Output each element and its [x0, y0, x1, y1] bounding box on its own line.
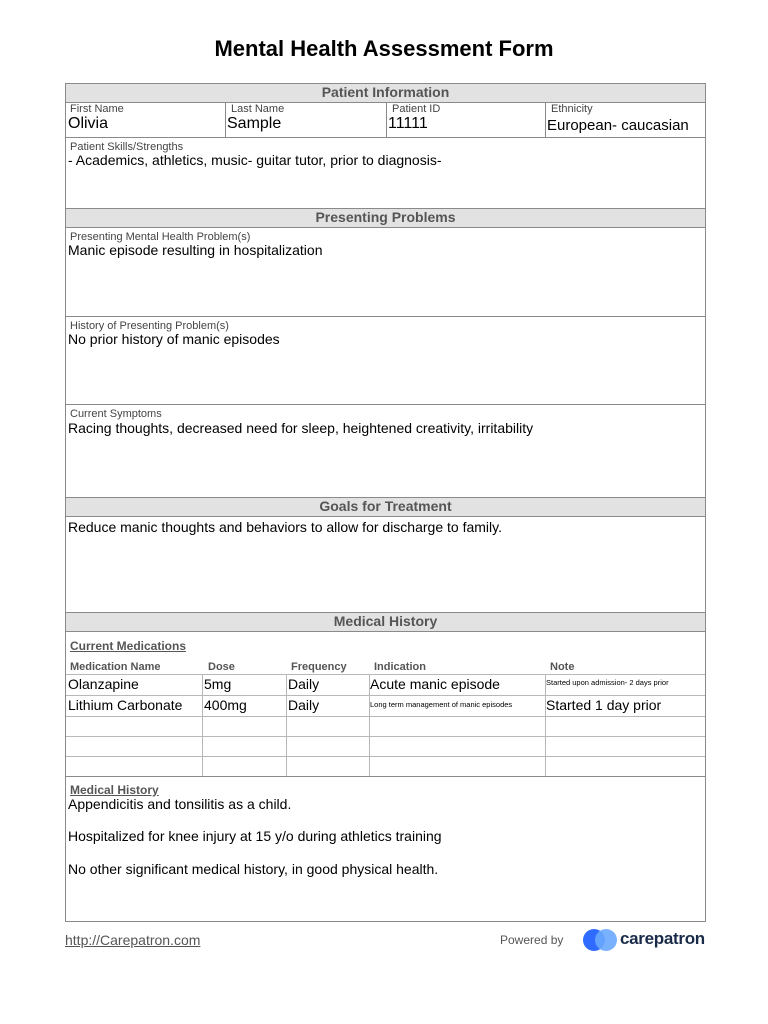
skills-field[interactable]: - Academics, athletics, music- guitar tutor, prior to diagnosis-: [68, 152, 442, 168]
carepatron-link[interactable]: http://Carepatron.com: [65, 932, 201, 948]
powered-by-label: Powered by: [500, 933, 564, 947]
divider: [386, 103, 387, 137]
presenting-problem-label: Presenting Mental Health Problem(s): [70, 231, 251, 243]
divider: [202, 674, 203, 776]
med-dose-cell[interactable]: 5mg: [204, 676, 232, 692]
divider: [66, 695, 705, 696]
medical-history-header: Medical History: [66, 612, 705, 632]
goals-header: Goals for Treatment: [66, 497, 705, 517]
presenting-problems-header: Presenting Problems: [66, 208, 705, 228]
symptoms-label: Current Symptoms: [70, 408, 162, 420]
patient-id-label: Patient ID: [392, 103, 441, 115]
divider: [66, 736, 705, 737]
history-field[interactable]: No prior history of manic episodes: [68, 331, 280, 347]
med-frequency-cell[interactable]: Daily: [288, 676, 320, 692]
patient-info-header: Patient Information: [66, 84, 705, 103]
divider: [225, 103, 226, 137]
form-title: Mental Health Assessment Form: [214, 36, 554, 61]
medical-history-line[interactable]: Appendicitis and tonsilitis as a child.: [68, 796, 292, 812]
med-frequency-cell[interactable]: Daily: [288, 697, 320, 713]
divider: [66, 316, 705, 317]
med-indication-cell[interactable]: Acute manic episode: [370, 676, 500, 692]
divider: [66, 137, 705, 138]
col-frequency: Frequency: [291, 661, 347, 673]
ethnicity-label: Ethnicity: [551, 103, 593, 115]
history-label: History of Presenting Problem(s): [70, 320, 229, 332]
medical-history-line[interactable]: No other significant medical history, in good physical health.: [68, 861, 439, 877]
carepatron-logo-icon: [582, 928, 618, 952]
med-note-cell[interactable]: Started 1 day prior: [546, 697, 662, 713]
medical-history-label: Medical History: [70, 783, 159, 797]
last-name-field[interactable]: Sample: [227, 115, 282, 132]
divider: [545, 674, 546, 776]
col-dose: Dose: [208, 661, 235, 673]
presenting-problem-field[interactable]: Manic episode resulting in hospitalization: [68, 242, 323, 258]
med-note-cell[interactable]: Started upon admission- 2 days prior: [546, 678, 669, 687]
assessment-form: [65, 83, 706, 922]
divider: [66, 404, 705, 405]
skills-label: Patient Skills/Strengths: [70, 141, 184, 153]
col-note: Note: [550, 661, 575, 673]
med-dose-cell[interactable]: 400mg: [204, 697, 247, 713]
last-name-label: Last Name: [231, 103, 285, 115]
brand-name: carepatron: [620, 929, 705, 948]
divider: [286, 674, 287, 776]
goals-field[interactable]: Reduce manic thoughts and behaviors to allow for discharge to family.: [68, 519, 502, 535]
divider: [66, 776, 705, 777]
first-name-label: First Name: [70, 103, 124, 115]
col-medication-name: Medication Name: [70, 661, 161, 673]
first-name-field[interactable]: Olivia: [68, 115, 109, 132]
divider: [66, 756, 705, 757]
medical-history-line[interactable]: Hospitalized for knee injury at 15 y/o during athletics training: [68, 828, 442, 844]
col-indication: Indication: [374, 661, 426, 673]
divider: [66, 716, 705, 717]
patient-id-field[interactable]: 11111: [388, 115, 428, 132]
current-medications-label: Current Medications: [70, 639, 187, 653]
divider: [66, 674, 705, 675]
ethnicity-field[interactable]: European- caucasian: [547, 117, 689, 134]
med-name-cell[interactable]: Olanzapine: [68, 676, 139, 692]
symptoms-field[interactable]: Racing thoughts, decreased need for sleep, heightened creativity, irritability: [68, 420, 534, 436]
divider: [545, 103, 546, 137]
med-name-cell[interactable]: Lithium Carbonate: [68, 697, 183, 713]
med-indication-cell[interactable]: Long term management of manic episodes: [370, 700, 513, 709]
carepatron-logo[interactable]: [582, 927, 712, 953]
